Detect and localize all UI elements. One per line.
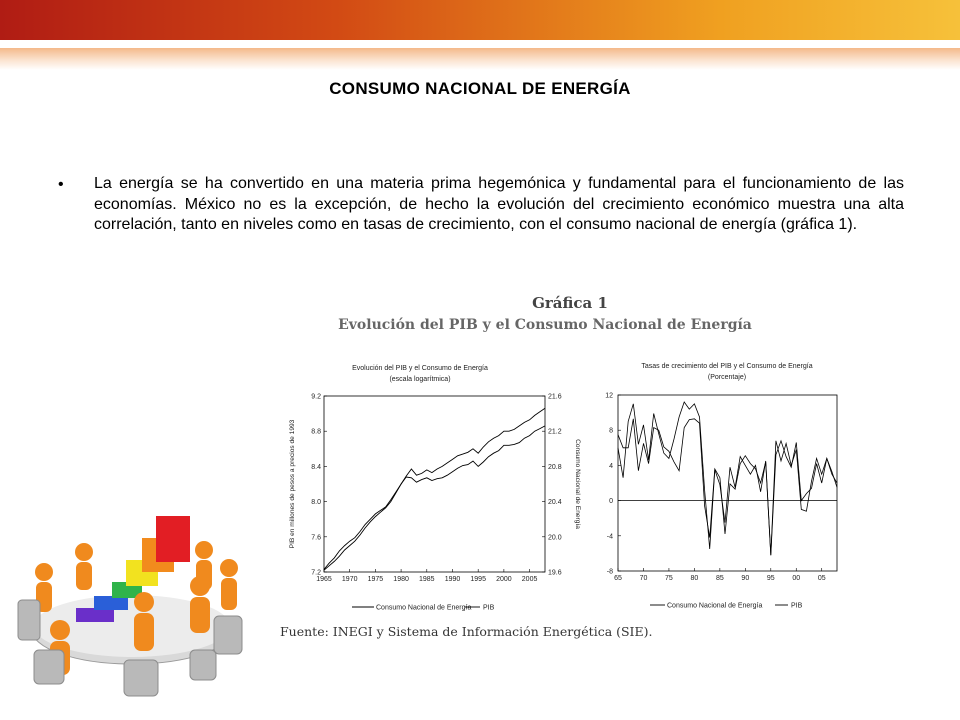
chart2-xtick-label: 00 bbox=[792, 575, 801, 582]
chart1-legend-pib: PIB bbox=[483, 604, 495, 612]
header-band-gradient bbox=[0, 0, 960, 40]
chart1-ytick-left-label: 7.2 bbox=[311, 569, 321, 577]
chart1-xtick-label: 2005 bbox=[521, 576, 538, 583]
header-band-gap bbox=[0, 40, 960, 48]
chart1-ytick-right-label: 20.8 bbox=[548, 463, 562, 471]
chart2-xtick-label: 70 bbox=[639, 575, 648, 582]
chart1-xtick-label: 1985 bbox=[419, 576, 435, 583]
chart1-ytick-right-label: 21.2 bbox=[548, 428, 562, 436]
chart1-xtick-label: 1990 bbox=[444, 576, 461, 583]
chart1-ytick-left-label: 8.0 bbox=[311, 499, 321, 507]
chart2-xtick-label: 05 bbox=[817, 575, 826, 582]
chart1-ylabel-right: Consumo Nacional de Energía bbox=[574, 439, 581, 529]
chart2-ytick-label: 12 bbox=[605, 392, 613, 400]
team-meeting-clipart bbox=[14, 510, 259, 705]
chart1-ytick-left-label: 7.6 bbox=[311, 534, 321, 542]
chart2-legend-energy: Consumo Nacional de Energía bbox=[667, 602, 763, 610]
chart1-xtick-label: 2000 bbox=[496, 576, 512, 583]
chart1-ytick-right-label: 21.6 bbox=[548, 393, 562, 401]
chart2-ytick-label: -4 bbox=[606, 533, 613, 541]
chart1-xtick-label: 1980 bbox=[393, 576, 409, 583]
figure-source: Fuente: INEGI y Sistema de Información Energética (SIE). bbox=[280, 624, 653, 639]
chart2-xtick-label: 65 bbox=[614, 575, 622, 582]
chart1-legend-energy: Consumo Nacional de Energía bbox=[376, 604, 472, 612]
header-band-fade bbox=[0, 48, 960, 70]
chart1-ytick-right-label: 20.4 bbox=[548, 499, 562, 507]
chart2-title: Tasas de crecimiento del PIB y el Consumo de Energía bbox=[641, 363, 813, 370]
clipart-block-red bbox=[156, 516, 190, 562]
chart1-xtick-label: 1970 bbox=[341, 576, 358, 583]
chart1-xtick-label: 1975 bbox=[367, 576, 384, 583]
chart2-xtick-label: 95 bbox=[766, 575, 775, 582]
figure-title: Gráfica 1 bbox=[532, 294, 608, 312]
chart-growth-rates bbox=[595, 355, 845, 620]
chart2-ytick-label: 0 bbox=[609, 498, 613, 506]
chart1-xtick-label: 1965 bbox=[316, 576, 332, 583]
chart1-ytick-left-label: 8.4 bbox=[311, 463, 321, 471]
chart2-ytick-label: 8 bbox=[609, 427, 613, 435]
chart1-frame bbox=[324, 396, 545, 572]
chart2-subtitle: (Porcentaje) bbox=[707, 374, 747, 381]
chart1-ytick-right-label: 20.0 bbox=[548, 534, 562, 542]
chart2-xtick-label: 80 bbox=[690, 575, 699, 582]
bullet-paragraph: La energía se ha convertido en una materia prima hegemónica y fundamental para el funcionamiento de las economías. México no es la excepción, de hecho la evolución del crecimiento económico muestra una alta correlación, tanto en niveles como en tasas de crecimiento, con el consumo nacional de energía (gráfica 1). bbox=[94, 175, 904, 233]
chart2-ytick-label: 4 bbox=[609, 462, 613, 470]
clipart-block-purple bbox=[76, 608, 114, 622]
slide-title: CONSUMO NACIONAL DE ENERGÍA bbox=[329, 79, 631, 98]
chart2-ytick-label: -8 bbox=[606, 568, 613, 576]
chart1-subtitle: (escala logarítmica) bbox=[389, 376, 451, 383]
chart1-ylabel-left: PIB en millones de pesos a precios de 1993 bbox=[289, 419, 296, 549]
chart2-xtick-label: 75 bbox=[665, 575, 673, 582]
bullet-marker: • bbox=[58, 176, 64, 193]
chart1-xtick-label: 1995 bbox=[470, 576, 486, 583]
chart1-ytick-left-label: 8.8 bbox=[311, 428, 321, 436]
chart1-ytick-left-label: 9.2 bbox=[311, 393, 321, 401]
chart1-title: Evolución del PIB y el Consumo de Energía bbox=[352, 365, 488, 372]
chart2-legend-pib: PIB bbox=[791, 602, 803, 610]
clipart-block-blue bbox=[94, 596, 128, 610]
chart1-ytick-right-label: 19.6 bbox=[548, 569, 562, 577]
chart2-xtick-label: 90 bbox=[741, 575, 750, 582]
chart2-xtick-label: 85 bbox=[715, 575, 724, 582]
chart2-frame bbox=[618, 395, 837, 571]
figure-subtitle: Evolución del PIB y el Consumo Nacional de Energía bbox=[338, 317, 752, 333]
chart-levels bbox=[280, 355, 600, 620]
